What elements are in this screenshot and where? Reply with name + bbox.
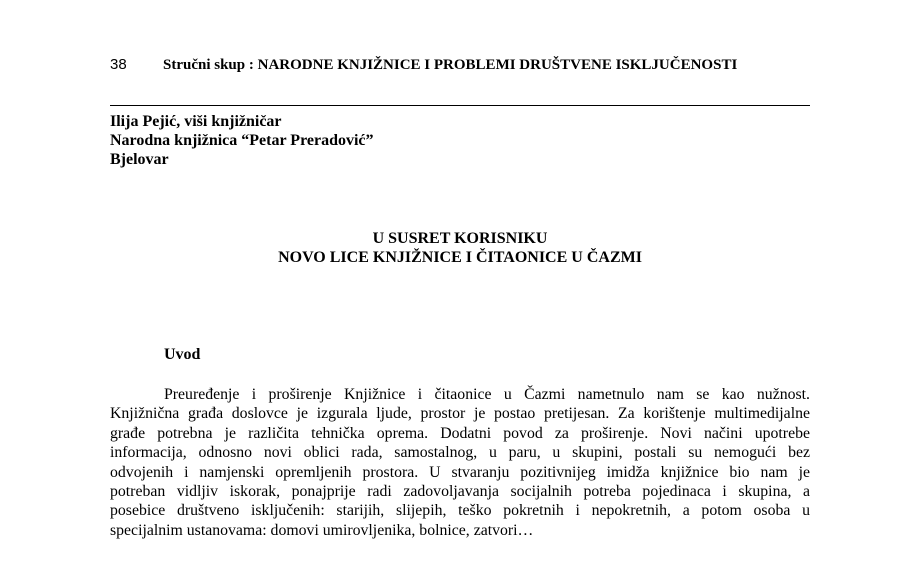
- paragraph-line: odvojenih i namjenski opremljenih prostora. U stvaranju pozitivnijeg imidža knjižnice bio nam je: [110, 463, 810, 481]
- paragraph-line: građe potrebna je različita tehnička oprema. Dodatni povod za proširenje. Novi načini upotrebe: [110, 424, 810, 442]
- body-paragraph: [110, 385, 810, 540]
- page-number: 38: [110, 56, 127, 73]
- paragraph-line: Knjižnična građa doslovce je izgurala ljude, prostor je postao pretijesan. Za korištenje multimedijalne: [110, 405, 810, 423]
- subtitle-line: NOVO LICE KNJIŽNICE I ČITAONICE U ČAZMI: [278, 249, 642, 266]
- author-block: [110, 112, 610, 169]
- paragraph-line: Preuređenje i proširenje Knjižnice i čitaonice u Čazmi nametnulo nam se kao nužnost.: [164, 386, 810, 403]
- article-title: [110, 229, 810, 267]
- title-line: U SUSRET KORISNIKU: [372, 230, 548, 247]
- author-name: Ilija Pejić, viši knjižničar: [110, 113, 282, 130]
- running-title: Stručni skup : NARODNE KNJIŽNICE I PROBLEMI DRUŠTVENE ISKLJUČENOSTI: [163, 57, 738, 73]
- paragraph-line: posebice društveno isključenih: starijih, slijepih, teško pokretnih i nepokretnih, a potom osoba u: [110, 502, 810, 520]
- author-institution: Narodna knjižnica “Petar Preradović”: [110, 132, 374, 149]
- running-header: [110, 53, 810, 77]
- header-divider: [110, 105, 810, 106]
- section-heading: Uvod: [164, 346, 201, 363]
- paragraph-line: potreban vidljiv iskorak, ponajprije radi zadovoljavanja socijalnih potreba pojedinaca i skupina, a: [110, 482, 810, 500]
- paragraph-line: specijalnim ustanovama: domovi umirovljenika, bolnice, zatvori…: [110, 521, 534, 539]
- paragraph-line: informacija, odnosno novi oblici rada, samostalnog, u paru, u skupini, postali su nemogući bez: [110, 444, 810, 462]
- author-city: Bjelovar: [110, 151, 169, 168]
